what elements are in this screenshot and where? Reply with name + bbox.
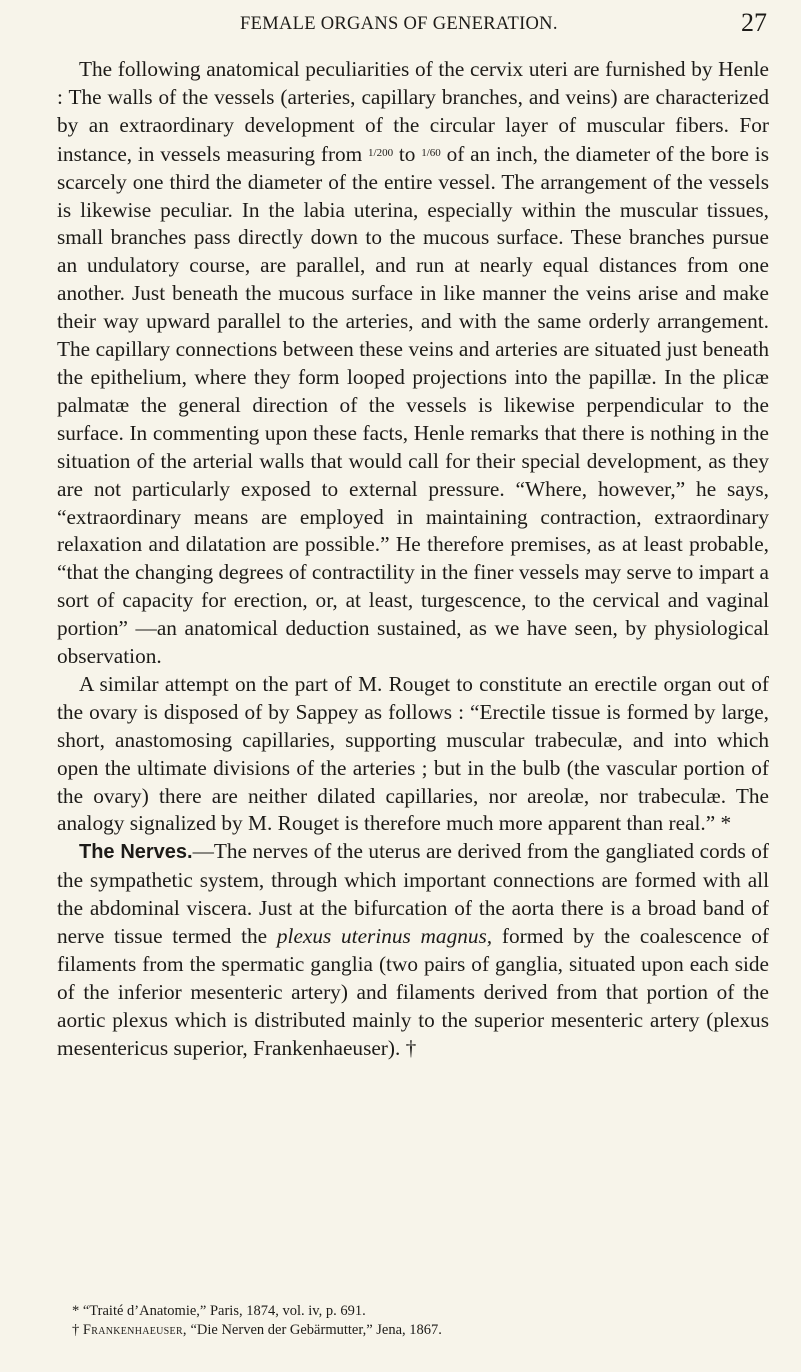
page-number: 27 xyxy=(741,8,767,37)
paragraph-ovary-erectile xyxy=(57,671,769,838)
footnote-2 xyxy=(72,1321,772,1340)
footnote-2-text: “Die Nerven der Gebärmutter,” Jena, 1867. xyxy=(186,1322,442,1338)
footnote-2-mark: † xyxy=(72,1322,83,1338)
paragraph-nerves xyxy=(57,838,769,1062)
para3-text-a: —The nerves of the uterus are derived from the gangliated cords of the sympathetic system, through which important connections are formed with all the abdominal viscera. Just at the bifurcation of the aorta there is a broad band of nerve tissue termed the xyxy=(57,839,769,949)
running-head: FEMALE ORGANS OF GENERATION. xyxy=(240,14,558,34)
para1-text-c: of an inch, the diameter of the bore is scarcely one third the diameter of the entire vessel. The arrangement of the vessels is likewise peculiar. In the labia uterina, especially within the muscular tissues, small branches pass directly down to the mucous surface. These branches pursue an undulatory course, are parallel, and run at nearly equal distances from one another. Just beneath the mucous surface in like manner the veins arise and make their way upward parallel to the arteries, and with the same orderly arrangement. The capillary connections between these veins and arteries are situated just beneath the epithelium, where they form looped projections into the papillæ. In the plicæ palmatæ the general direction of the vessels is likewise perpendicular to the surface. In commenting upon these facts, Henle remarks that there is nothing in the situation of the arterial walls that would call for their special development, as they are not particularly exposed to external pressure. “Where, however,” he says, “extraordinary means are employed in maintaining contraction, extraordinary relaxation and dilatation are possible.” He therefore premises, as at least probable, “that the changing degrees of contractility in the finer vessels may serve to impart a sort of capacity for erection, or, at least, turgescence, to the cervical and vaginal portion” —an anatomical deduction sustained, as we have seen, by physiological observation. xyxy=(57,141,770,669)
fraction-2: 1/60 xyxy=(421,146,441,159)
footnote-1: * “Traité d’Anatomie,” Paris, 1874, vol. iv, p. 691. xyxy=(72,1303,366,1319)
para2-text: A similar attempt on the part of M. Rouget to constitute an erectile organ out of the ovary is disposed of by Sappey as follows : “Erectile tissue is formed by large, short, anastomosing capillaries, supporting muscular trabeculæ, and into which open the ultimate divisions of the arteries ; but in the bulb (the vascular portion of the ovary) there are neither dilated capillaries, nor areolæ, nor trabeculæ. The analogy signalized by M. Rouget is therefore much more apparent than real.” * xyxy=(57,671,769,836)
paragraph-cervix-vessels xyxy=(57,56,769,671)
body-text xyxy=(57,56,769,1063)
para1-text-b: to xyxy=(393,141,422,166)
section-heading-nerves: The Nerves. xyxy=(79,841,193,864)
page-header xyxy=(0,6,801,42)
plexus-term: plexus uterinus magnus, xyxy=(276,924,493,949)
footnote-2-author: Frankenhaeuser, xyxy=(82,1322,187,1338)
footnotes xyxy=(72,1302,772,1340)
fraction-1: 1/200 xyxy=(368,146,394,159)
para3-text-b: formed by the coalescence of filaments from the spermatic ganglia (two pairs of ganglia, situated upon each side of the inferior mesenteric artery) and filaments derived from that portion of the aortic plexus which is distributed mainly to the superior mesenteric artery (plexus mesentericus superior, Frankenhaeuser). † xyxy=(57,924,770,1060)
para1-text-a: The following anatomical peculiarities of the cervix uteri are furnished by Henle : The walls of the vessels (arteries, capillary branches, and veins) are characterized by an extraordinary development of the circular layer of muscular fibers. For instance, in vessels measuring from xyxy=(57,57,769,166)
